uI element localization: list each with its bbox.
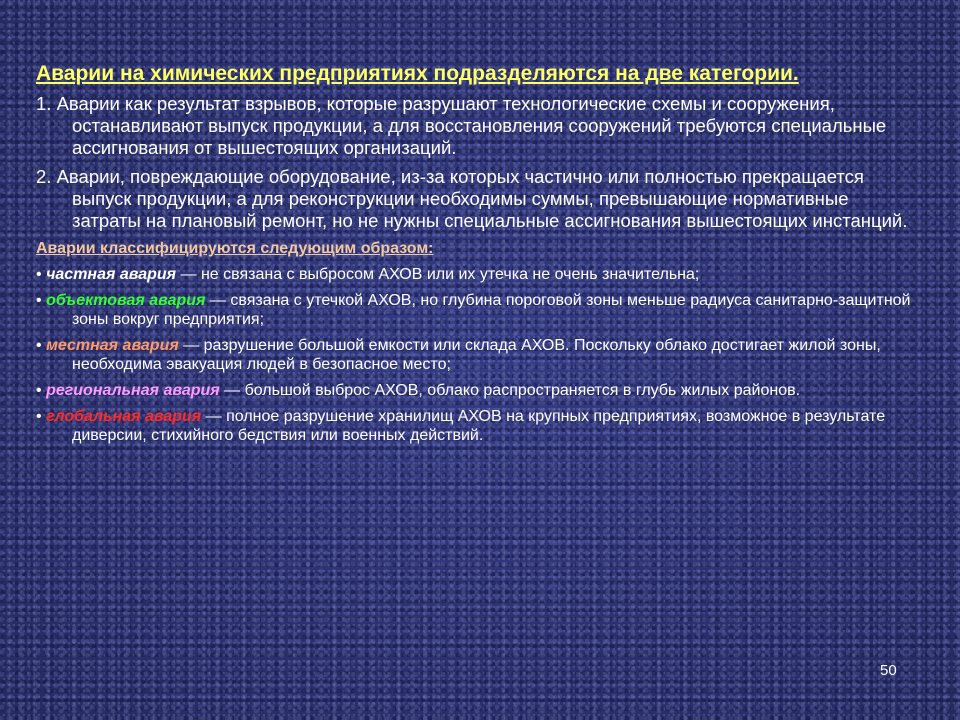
- bullet-item-object: [36, 291, 916, 329]
- slide-title: Аварии на химических предприятиях подразделяются на две категории.: [36, 62, 799, 85]
- bullet-term: региональная авария: [46, 382, 220, 399]
- bullet-term: местная авария: [46, 337, 179, 354]
- paragraph-1: 1. Аварии как результат взрывов, которые разрушают технологические схемы и сооружения, останавливают выпуск продукции, а для восстановления сооружений требуются специальные ассигнования от вышестоящих организаций.: [36, 93, 887, 158]
- bullet-text: — не связана с выбросом АХОВ или их утечка не очень значительна;: [176, 266, 700, 283]
- bullet-marker: •: [36, 408, 42, 425]
- bullet-marker: •: [36, 337, 42, 354]
- bullet-term: объектовая авария: [46, 292, 206, 309]
- bullet-marker: •: [36, 292, 42, 309]
- bullet-item-regional: [36, 381, 916, 400]
- classification-heading: Аварии классифицируются следующим образом:: [36, 240, 434, 257]
- bullet-text: — полное разрушение хранилищ АХОВ на крупных предприятиях, возможное в результате диверсии, стихийного бедствия или военных действий.: [72, 408, 886, 444]
- bullet-item-global: [36, 407, 916, 445]
- bullet-marker: •: [36, 266, 42, 283]
- bullet-marker: •: [36, 382, 42, 399]
- bullet-term: глобальная авария: [46, 408, 202, 425]
- paragraph-2: 2. Аварии, повреждающие оборудование, из-за которых частично или полностью прекращается выпуск продукции, а для реконструкции необходимы суммы, превышающие нормативные затраты на плановый ремонт, но не нужны специальные ассигнования вышестоящих инстанций.: [36, 166, 908, 231]
- page-number: 50: [880, 662, 897, 679]
- bullet-term: частная авария: [46, 266, 177, 283]
- bullet-item-private: [36, 265, 916, 284]
- bullet-text: — связана с утечкой АХОВ, но глубина пороговой зоны меньше радиуса санитарно-защитной зоны вокруг предприятия;: [72, 292, 911, 328]
- bullet-text: — большой выброс АХОВ, облако распространяется в глубь жилых районов.: [219, 382, 801, 399]
- slide-content: [36, 62, 916, 452]
- bullet-text: — разрушение большой емкости или склада АХОВ. Поскольку облако достигает жилой зоны, необходима эвакуация людей в безопасное место;: [72, 337, 881, 373]
- bullet-item-local: [36, 336, 916, 374]
